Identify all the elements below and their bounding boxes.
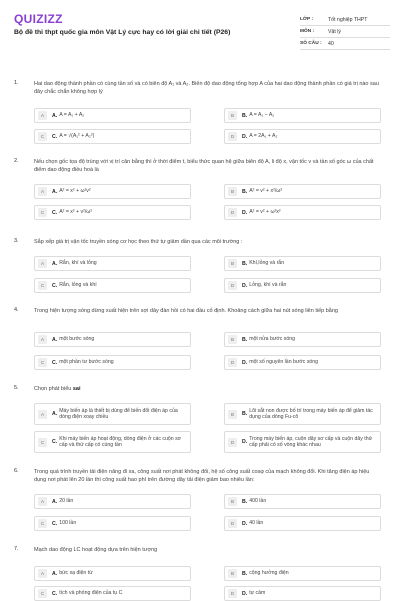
option-label: D. — [242, 359, 248, 366]
option-label: D. — [242, 282, 248, 289]
option-letter: D — [228, 281, 237, 290]
meta-key: SỐ CÂU : — [300, 41, 322, 46]
option-label: D. — [242, 520, 248, 527]
option-letter: D — [228, 208, 237, 217]
option-letter: A — [38, 410, 47, 419]
option-d[interactable] — [224, 586, 381, 601]
page-title: Bộ đề thi thpt quốc gia môn Vật Lý cực hay có lời giải chi tiết (P26) — [14, 29, 231, 36]
option-label: D. — [242, 439, 248, 445]
option-label: C. — [52, 439, 58, 445]
meta-table — [300, 14, 390, 50]
option-letter: A — [38, 335, 47, 344]
option-letter: C — [38, 358, 47, 367]
option-label: B. — [242, 188, 248, 195]
option-letter: D — [228, 519, 237, 528]
option-text: một bước sóng — [59, 336, 95, 343]
option-text: Rắn, khí và lỏng — [59, 260, 97, 267]
option-label: A. — [52, 411, 58, 417]
option-d[interactable] — [224, 516, 381, 531]
option-text: cộng hưởng điện — [249, 570, 289, 577]
option-a[interactable] — [34, 256, 191, 271]
option-c[interactable] — [34, 355, 191, 370]
option-text: 40 lần — [249, 520, 264, 527]
question-text: Mạch dao động LC hoạt động dựa trên hiện tượng — [34, 547, 158, 553]
option-a[interactable] — [34, 566, 191, 581]
option-text: tự cảm — [249, 590, 266, 597]
option-letter: C — [38, 589, 47, 598]
question-text: Chọn phát biểu sai — [34, 386, 81, 392]
option-letter: C — [38, 132, 47, 141]
option-label: C. — [52, 520, 58, 527]
option-text: một số nguyên lần bước sóng — [249, 359, 319, 366]
option-label: D. — [242, 590, 248, 597]
option-text: A = √(A₁² + A₂²) — [59, 133, 95, 140]
option-a[interactable] — [34, 108, 191, 123]
option-text: A² = v² + ω²x² — [249, 209, 281, 216]
option-b[interactable] — [224, 108, 381, 123]
option-letter: A — [38, 259, 47, 268]
option-text: Khi máy biến áp hoạt động, dòng điện ở các cuộn sơ cấp và thứ cấp có cùng tần — [59, 435, 182, 448]
option-label: B. — [242, 112, 248, 119]
option-label: B. — [242, 336, 248, 343]
option-text: tích và phóng điện của tụ C — [59, 590, 123, 597]
option-text: 20 lần — [59, 498, 74, 505]
option-text: Khí,lỏng và rắn — [249, 260, 285, 267]
option-b[interactable] — [224, 332, 381, 347]
option-text: một nửa bước sóng — [249, 336, 296, 343]
option-label: D. — [242, 209, 248, 216]
option-b[interactable] — [224, 566, 381, 581]
question-text: Nếu chọn gốc tọa độ trùng với vị trí cân bằng thì ở thời điểm t, biểu thức quan hệ giữa biên độ A, li độ x, vận tốc v và tần số góc ω của chất điểm dao động điều hoà là — [34, 159, 374, 173]
option-letter: A — [38, 569, 47, 578]
option-d[interactable] — [224, 431, 381, 453]
option-text: A² = v² + x²/ω² — [249, 188, 283, 195]
question-text: Hai dao động thành phần có cùng tần số và có biên độ A₁ và A₂. Biên độ dao động tổng hợp A của hai dao động thành phần có giá trị nào sau đây chắc chắn không hợp lý — [34, 81, 379, 95]
option-b[interactable] — [224, 256, 381, 271]
option-text: Trong máy biến áp, cuộn dây sơ cấp và cuộn dây thứ cấp phải có số vòng khác nhau — [249, 435, 373, 448]
option-a[interactable] — [34, 494, 191, 509]
meta-value: 40 — [328, 40, 334, 47]
question-number: 6. — [14, 468, 19, 474]
option-b[interactable] — [224, 184, 381, 199]
option-letter: B — [228, 410, 237, 419]
option-d[interactable] — [224, 205, 381, 220]
option-text: bức xạ điện từ — [59, 570, 93, 577]
option-label: B. — [242, 260, 248, 267]
question-text: Sắp xếp giá trị vận tốc truyền sóng cơ học theo thứ tự giảm dần qua các môi trường : — [34, 239, 243, 245]
option-b[interactable] — [224, 403, 381, 425]
option-label: A. — [52, 336, 58, 343]
option-letter: B — [228, 259, 237, 268]
meta-row-subject — [300, 26, 390, 38]
option-letter: B — [228, 187, 237, 196]
option-letter: A — [38, 187, 47, 196]
meta-key: LỚP : — [300, 17, 314, 22]
option-label: A. — [52, 188, 58, 195]
option-text: A = 2A₁ + A₂ — [249, 133, 278, 140]
option-text: A = A₁ + A₂ — [59, 112, 85, 119]
option-text: một phần tư bước sóng — [59, 359, 114, 366]
question-text: Trong hiện tượng sóng dừng xuất hiện trên sợi dây đàn hồi có hai đầu cố định. Khoảng cách giữa hai nút sóng liên tiếp bằng — [34, 308, 338, 314]
option-c[interactable] — [34, 516, 191, 531]
option-label: B. — [242, 411, 248, 417]
question-number: 4. — [14, 307, 19, 313]
option-label: A. — [52, 112, 58, 119]
option-text: Lõi sắt non được bố trí trong máy biến áp để giảm tác dụng của dòng Fu-cô — [249, 407, 373, 420]
option-label: D. — [242, 133, 248, 140]
option-a[interactable] — [34, 403, 191, 425]
question-number: 5. — [14, 385, 19, 391]
option-letter: B — [228, 111, 237, 120]
option-label: A. — [52, 260, 58, 267]
meta-row-count — [300, 38, 390, 50]
option-c[interactable] — [34, 129, 191, 144]
question-number: 2. — [14, 158, 19, 164]
quizizz-logo: QUIZIZZ — [14, 12, 63, 26]
option-label: B. — [242, 498, 248, 505]
question-number: 7. — [14, 546, 19, 552]
option-letter: C — [38, 438, 47, 447]
option-label: A. — [52, 570, 58, 577]
option-a[interactable] — [34, 332, 191, 347]
page-header — [0, 0, 400, 62]
option-label: B. — [242, 570, 248, 577]
option-letter: B — [228, 335, 237, 344]
question-number: 3. — [14, 238, 19, 244]
option-b[interactable] — [224, 494, 381, 509]
option-text: 100 lần — [59, 520, 77, 527]
option-letter: C — [38, 519, 47, 528]
option-d[interactable] — [224, 355, 381, 370]
option-d[interactable] — [224, 278, 381, 293]
option-letter: D — [228, 438, 237, 447]
option-label: C. — [52, 590, 58, 597]
option-c[interactable] — [34, 586, 191, 601]
option-text: 400 lần — [249, 498, 267, 505]
option-text: Máy biến áp là thiết bị dùng để biến đổi điện áp của dòng điện xoay chiều — [59, 407, 178, 420]
option-text: A = A₁ − A₂ — [249, 112, 275, 119]
question-text: Trong quá trình truyền tải điện năng đi xa, công suất nơi phát không đổi, hệ số công suất cosφ của mạch không đổi. Khi tăng điện áp hiệu dụng nơi phát lên 20 lần thì công suất hao phí trên đường dây tải điện giảm bao nhiêu lần: — [34, 469, 370, 483]
option-a[interactable] — [34, 184, 191, 199]
option-c[interactable] — [34, 278, 191, 293]
meta-key: MÔN : — [300, 29, 315, 34]
option-text: Rắn, lỏng và khí — [59, 282, 97, 289]
option-letter: D — [228, 589, 237, 598]
option-d[interactable] — [224, 129, 381, 144]
option-label: A. — [52, 498, 58, 505]
option-text: A² = x² + v²/ω² — [59, 209, 93, 216]
option-letter: D — [228, 132, 237, 141]
option-c[interactable] — [34, 205, 191, 220]
option-letter: B — [228, 497, 237, 506]
option-label: C. — [52, 359, 58, 366]
option-letter: C — [38, 281, 47, 290]
meta-row-grade — [300, 14, 390, 26]
option-label: C. — [52, 209, 58, 216]
option-c[interactable] — [34, 431, 191, 453]
option-letter: C — [38, 208, 47, 217]
option-label: C. — [52, 282, 58, 289]
option-letter: A — [38, 497, 47, 506]
question-number: 1. — [14, 80, 19, 86]
option-text: Lỏng, khí và rắn — [249, 282, 287, 289]
option-text: A² = x² + ω²v² — [59, 188, 91, 195]
meta-value: Vật lý — [328, 28, 341, 35]
option-letter: D — [228, 358, 237, 367]
option-letter: B — [228, 569, 237, 578]
option-letter: A — [38, 111, 47, 120]
option-label: C. — [52, 133, 58, 140]
meta-value: Tốt nghiệp THPT — [328, 16, 368, 23]
